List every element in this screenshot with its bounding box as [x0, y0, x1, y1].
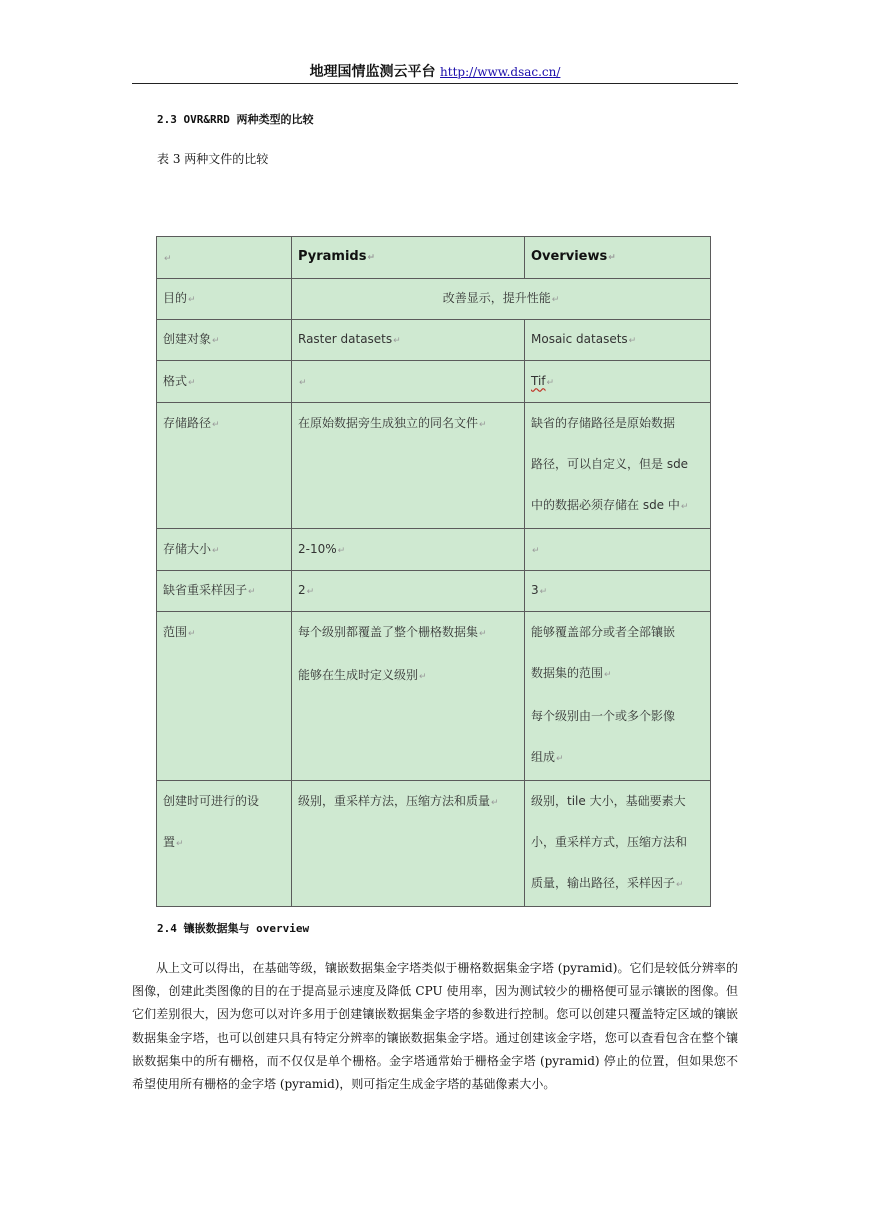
overviews-cell	[525, 361, 711, 403]
comparison-table	[156, 236, 711, 907]
paragraph-mark-icon: ↵	[546, 377, 555, 388]
cell-line: 缺省的存储路径是原始数据	[531, 416, 676, 430]
cell-text: 2	[298, 583, 306, 597]
pyramids-cell	[292, 529, 525, 571]
cell-line	[531, 653, 704, 696]
cell-text: 改善显示，提升性能	[442, 291, 551, 305]
cell-text: Raster datasets	[298, 332, 393, 346]
paragraph-mark-icon: ↵	[212, 545, 220, 556]
paragraph-mark-icon: ↵	[176, 839, 184, 849]
paragraph-mark-icon: ↵	[306, 587, 315, 597]
row-label-create-object	[157, 320, 292, 361]
paragraph-mark-icon: ↵	[551, 295, 560, 305]
cell-line: 能够覆盖部分或者全部镶嵌	[531, 625, 676, 639]
paragraph-mark-icon: ↵	[419, 672, 427, 682]
paragraph-mark-icon: ↵	[532, 545, 540, 556]
cell-line: 创建时可进行的设	[163, 794, 260, 808]
table-row	[157, 529, 711, 571]
row-label-purpose	[157, 279, 292, 320]
body-paragraph: 从上文可以得出，在基础等级，镶嵌数据集金字塔类似于栅格数据集金字塔 (pyramid)。它们是较低分辨率的图像，创建此类图像的目的在于提高显示速度及降低 CPU 使用率，因为测试较少的栅格便可显示镶嵌的图像。但它们差别很大，因为您可以对许多用于创建镶嵌数据集金字塔的参数进行控制。您可以创建只覆盖特定区域的镶嵌数据集金字塔，也可以创建只具有特定分辨率的镶嵌数据集金字塔。通过创建该金字塔，您可以查看包含在整个镶嵌数据集中的所有栅格，而不仅仅是单个栅格。金字塔通常始于栅格金字塔 (pyramid) 停止的位置，但如果您不希望使用所有栅格的金字塔 (pyramid)，则可指定生成金字塔的基础像素大小。	[132, 961, 738, 1092]
paragraph-mark-icon: ↵	[393, 336, 401, 346]
cell-line	[298, 655, 518, 698]
row-label-storage-size	[157, 529, 292, 571]
cell-text: 存储路径	[163, 416, 212, 430]
table-row	[157, 403, 711, 529]
site-name: 地理国情监测云平台	[309, 64, 436, 80]
table-caption: 表 3 两种文件的比较	[157, 152, 269, 166]
row-label-resample-factor	[157, 571, 292, 612]
cell-text: 每个级别都覆盖了整个栅格数据集	[298, 625, 479, 639]
cell-text: 能够在生成时定义级别	[298, 668, 419, 682]
cell-line	[531, 485, 704, 528]
paragraph-mark-icon: ↵	[676, 880, 684, 890]
paragraph-mark-icon: ↵	[539, 587, 548, 597]
paragraph-mark-icon: ↵	[337, 545, 346, 556]
paragraph-mark-icon: ↵	[212, 420, 220, 430]
paragraph-mark-icon: ↵	[248, 587, 256, 597]
row-label-settings	[157, 781, 292, 907]
cell-text: 质量，输出路径，采样因子	[531, 876, 676, 890]
section-2-3-title: 2.3 OVR&RRD 两种类型的比较	[157, 113, 314, 126]
header-cell-empty	[157, 237, 292, 279]
cell-text: 级别，重采样方法，压缩方法和质量	[298, 794, 491, 808]
row-label-format	[157, 361, 292, 403]
cell-text: 格式	[163, 373, 188, 388]
paragraph-mark-icon: ↵	[628, 336, 637, 346]
cell-text: 数据集的范围	[531, 666, 604, 680]
page-header	[132, 62, 738, 84]
cell-line	[531, 737, 704, 780]
overviews-cell	[525, 320, 711, 361]
header-cell-pyramids	[292, 237, 525, 279]
table-row	[157, 279, 711, 320]
cell-line	[163, 822, 285, 865]
pyramids-cell	[292, 320, 525, 361]
site-url-link[interactable]: http://www.dsac.cn/	[440, 65, 561, 79]
pyramids-cell	[292, 571, 525, 612]
table-row	[157, 320, 711, 361]
cell-text: 在原始数据旁生成独立的同名文件	[298, 416, 479, 430]
header-cell-overviews	[525, 237, 711, 279]
overviews-cell	[525, 571, 711, 612]
overviews-cell	[525, 612, 711, 781]
section-2-4-title: 2.4 镶嵌数据集与 overview	[157, 922, 310, 935]
row-label-scope	[157, 612, 292, 781]
cell-text: 缺省重采样因子	[163, 583, 248, 597]
paragraph-mark-icon: ↵	[212, 336, 220, 346]
table-row	[157, 361, 711, 403]
cell-text: 置	[163, 835, 176, 849]
paragraph-mark-icon: ↵	[299, 377, 307, 388]
overviews-cell	[525, 403, 711, 529]
cell-text: 2-10%	[298, 541, 337, 556]
row-label-storage-path	[157, 403, 292, 529]
cell-line: 级别，tile 大小，基础要素大	[531, 794, 686, 808]
paragraph-mark-icon: ↵	[604, 670, 612, 680]
cell-text: 组成	[531, 750, 556, 764]
cell-line: 小，重采样方式，压缩方法和	[531, 835, 688, 849]
overviews-cell	[525, 781, 711, 907]
paragraph-mark-icon: ↵	[608, 253, 616, 263]
cell-text: 范围	[163, 625, 188, 639]
cell-line: 路径，可以自定义，但是 sde	[531, 457, 689, 471]
pyramids-cell	[292, 361, 525, 403]
cell-line: 每个级别由一个或多个影像	[531, 709, 676, 723]
cell-text: Tif	[531, 373, 546, 388]
paragraph-mark-icon: ↵	[556, 754, 564, 764]
table-row	[157, 781, 711, 907]
pyramids-cell	[292, 403, 525, 529]
overviews-cell	[525, 529, 711, 571]
paragraph-mark-icon: ↵	[479, 420, 487, 430]
table-row	[157, 612, 711, 781]
cell-text: 创建对象	[163, 332, 212, 346]
paragraph-mark-icon: ↵	[491, 798, 499, 808]
paragraph-mark-icon: ↵	[680, 502, 689, 512]
pyramids-label: Pyramids	[298, 249, 367, 264]
paragraph-mark-icon: ↵	[367, 253, 376, 263]
purpose-value-cell	[292, 279, 711, 320]
table-header-row	[157, 237, 711, 279]
table-row	[157, 571, 711, 612]
paragraph-mark-icon: ↵	[188, 295, 196, 305]
paragraph-mark-icon: ↵	[188, 629, 196, 639]
cell-text: 中的数据必须存储在 sde 中	[531, 498, 680, 512]
cell-line	[531, 863, 704, 906]
paragraph-mark-icon: ↵	[164, 253, 172, 264]
cell-text: Mosaic datasets	[531, 332, 628, 346]
cell-text: 目的	[163, 291, 188, 305]
pyramids-cell	[292, 612, 525, 781]
overviews-label: Overviews	[531, 249, 608, 264]
cell-text: 3	[531, 583, 539, 597]
paragraph-mark-icon: ↵	[479, 629, 487, 639]
pyramids-cell	[292, 781, 525, 907]
cell-text: 存储大小	[163, 541, 212, 556]
cell-line	[298, 612, 518, 655]
paragraph-mark-icon: ↵	[188, 377, 196, 388]
